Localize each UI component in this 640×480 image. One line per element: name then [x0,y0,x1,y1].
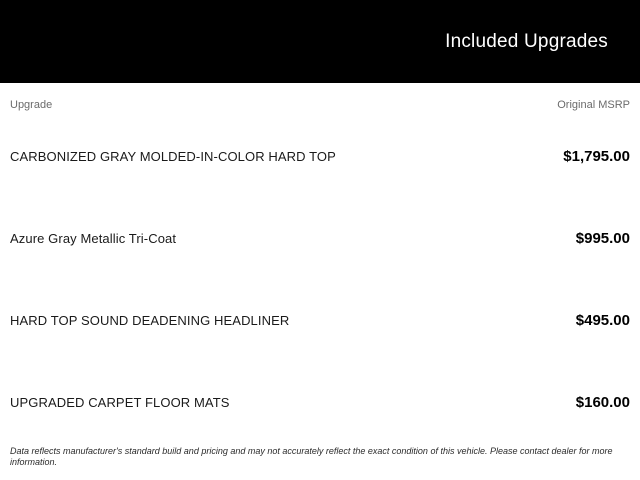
upgrade-name: CARBONIZED GRAY MOLDED-IN-COLOR HARD TOP [10,148,336,164]
upgrade-price: $1,795.00 [563,147,630,165]
column-header-msrp: Original MSRP [557,99,630,111]
column-header-upgrade: Upgrade [10,99,53,111]
page-title: Included Upgrades [445,30,608,52]
upgrade-price: $160.00 [575,393,630,411]
upgrade-price: $495.00 [575,311,630,329]
upgrade-name: HARD TOP SOUND DEADENING HEADLINER [10,312,290,328]
upgrade-name: UPGRADED CARPET FLOOR MATS [10,394,230,410]
hero-header [0,0,640,83]
table-row [0,279,640,361]
table-header-row [0,83,640,115]
table-row [0,361,640,443]
table-row [0,197,640,279]
disclaimer-text: Data reflects manufacturer's standard build and pricing and may not accurately reflect the exact condition of this vehicle. Please contact dealer for more information. [10,446,613,467]
table-row [0,115,640,197]
upgrade-name: Azure Gray Metallic Tri-Coat [10,230,177,246]
upgrade-price: $995.00 [575,229,630,247]
